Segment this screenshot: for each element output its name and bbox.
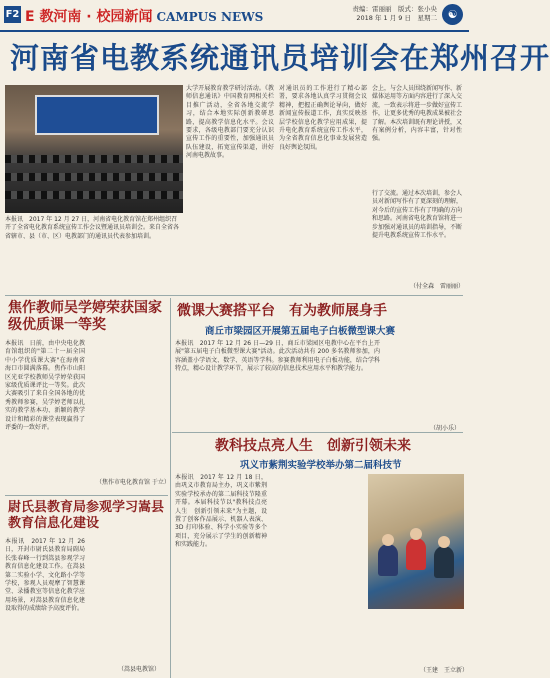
- student-head: [382, 534, 394, 546]
- meeting-photo: [5, 85, 183, 213]
- teacher-award-title: 焦作教师吴学婷荣获国家级优质课一等奖: [8, 300, 162, 333]
- newspaper-logo-icon: ☯: [442, 4, 463, 25]
- section-divider: [5, 295, 463, 296]
- student-figure: [406, 538, 426, 570]
- student-head: [438, 536, 450, 548]
- main-article-col-2: 对通讯员的工作进行了精心部署，要求各地认真学习贯彻会议精神，把握正确舆论导向，做好新闻宣传报道工作，真实反映基层学校信息化教学应用成果，提升电化教育系统宣传工作水平，为全省教育信息化事业发展营造良好舆论氛围。: [279, 85, 367, 151]
- maker-title: 教科技点亮人生 创新引领未来: [215, 438, 411, 454]
- student-head: [410, 528, 422, 540]
- student-figure: [434, 546, 454, 578]
- audience-row: [5, 191, 183, 199]
- contest-text: 本报讯 2017 年 12 月 26 日—29 日，商丘市梁园区电教中心在平台上开展"第五届电子白板微型课大赛"活动。此次活动共有 200 多名教师参加，内容涵盖小学语文、数学、英语等学科。参赛教师利用电子白板功能，结合学科特点，精心设计教学环节，展示了较高的信息技术应用水平和教学能力。: [175, 340, 380, 373]
- main-article-col-1: 大学开展教育教学研讨活动。《教师信息通讯》中国教育网相关栏目推广活动，全省各地交流学习，结合本地实际创新教研思路，提高教学信息化水平。会议要求，各级电教部门要充分认识宣传工作的重要性，加强通讯员队伍建设，拓宽宣传渠道，讲好河南电教故事。: [186, 85, 274, 160]
- contest-credit: （胡小乐）: [430, 425, 461, 432]
- contest-title: 微课大赛搭平台 有为教师展身手: [177, 303, 387, 319]
- main-article-col-3: 会上，与会人员围绕新闻写作、新媒体运用等方面内容进行了深入交流，一致表示将进一步做好宣传工作，让更多优秀的电教成果被社会了解。本次培训既有理论讲授，又有案例分析，内容丰富，针对性强。: [372, 85, 463, 143]
- page-number: F2: [4, 6, 21, 23]
- science-festival-photo: [368, 474, 464, 609]
- section-divider: [5, 495, 168, 496]
- date-line: 2018 年 1 月 9 日 星期二: [356, 14, 437, 22]
- yushi-credit: （嵩县电教馆）: [118, 666, 161, 673]
- section-title: [25, 6, 263, 26]
- yushi-text-col: 本报讯 2017 年 12 月 26 日，开封市尉氏县教育局副局长张春峰一行到嵩县参观学习教育信息化建设工作。在嵩县第二实验小学、文化路小学等学校，参观人员观摩了智慧课堂、录播教室等信息化教学应用场景，对嵩县教育信息化建设取得的成绩给予高度评价。: [5, 538, 85, 613]
- teacher-award-credit: （焦作市电化教育馆 于立）: [96, 479, 170, 486]
- yushi-title: 尉氏县教育局参观学习嵩县教育信息化建设: [8, 500, 165, 531]
- teacher-award-text-col-2: [89, 340, 167, 472]
- main-photo-caption: 本报讯 2017 年 12 月 27 日，河南省电化教育馆在郑州组织召开了全省电化教育系统宣传工作会议暨通讯员培训会。来自全省各省辖市、县（市、区）电教部门的通讯员代表参加培训。: [5, 216, 180, 240]
- maker-text-col: 本报讯 2017 年 12 月 18 日，由巩义市教育局主办，巩义市紫荆实验学校承办的第二届科技节隆重开幕。本届科技节以"教科技点亮人生 创新引领未来"为主题，设置了创客作品展示、机器人表演、3D 打印体验、科学小实验等多个项目，充分展示了学生的创新精神和实践能力。: [175, 474, 267, 549]
- page-header: [0, 0, 469, 32]
- contest-subtitle: 商丘市梁园区开展第五届电子白板微型课大赛: [205, 326, 396, 337]
- audience-row: [5, 173, 183, 181]
- section-divider: [172, 432, 463, 433]
- maker-credit: （王建 王立新）: [420, 667, 469, 674]
- maker-subtitle: 巩义市紫荆实验学校举办第二届科技节: [240, 460, 402, 471]
- main-credit: （付全森 雷丽丽）: [410, 283, 465, 290]
- yushi-text-col-2: [89, 538, 167, 656]
- audience-row: [5, 155, 183, 163]
- section-name: E 教河南 · 校园新闻: [25, 9, 153, 25]
- section-name-en: CAMPUS NEWS: [156, 10, 264, 24]
- main-headline: 河南省电教系统通讯员培训会在郑州召开: [10, 41, 550, 75]
- main-article-col-4: 行了交流。通过本次培训，参会人员对新闻写作有了更深刻的理解，对今后的宣传工作有了明确的方向和思路。河南省电化教育馆将进一步加强对通讯员的培训指导，不断提升电教系统宣传工作水平。: [372, 190, 463, 240]
- teacher-award-text-col: 本报讯 日前，由中央电化教育馆组织的"第二十一届全国中小学优质课大赛"在海南省海口市圆满落幕。焦作市山阳区光亚学校教师吴学婷荣获国家级优质课评比一等奖。此次大赛吸引了来自全国各地的优秀教师参赛，吴学婷老师以扎实的教学基本功、新颖的教学设计和精彩的课堂表现赢得了评委的一致好评。: [5, 340, 85, 432]
- maker-text-col-2: [271, 474, 363, 672]
- header-meta: [353, 5, 438, 23]
- contest-text-col-2: [384, 340, 464, 422]
- student-figure: [378, 544, 398, 576]
- maker-text-col-3: [368, 612, 464, 664]
- projection-screen: [35, 95, 159, 135]
- column-divider: [170, 298, 171, 678]
- editor-line: 责编：雷丽丽 版式：张小央: [352, 5, 437, 13]
